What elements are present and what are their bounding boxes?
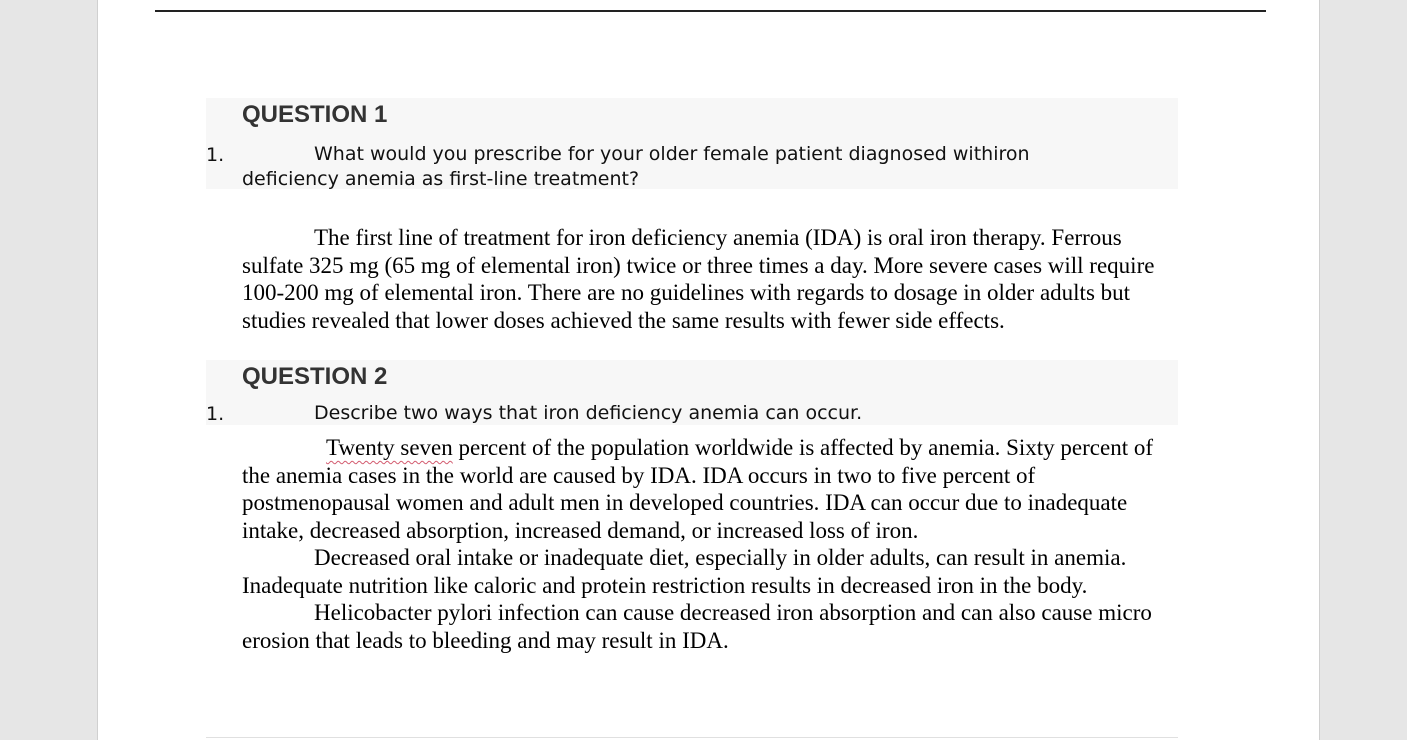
question-1-answer-paragraph: The first line of treatment for iron deficiency anemia (IDA) is oral iron therapy. Ferrous sulfate 325 mg (65 mg of elemental iron) twice or three times a day. More severe cases will require 100-200 mg of elemental iron. There are no guidelines with regards to dosage in older adults but studies revealed that lower doses achieved the same results with fewer side effects. [242, 225, 1155, 333]
question-2-answer-paragraph-1 [242, 434, 1182, 544]
page-bottom-divider [206, 737, 1178, 738]
question-2-answer[interactable] [242, 434, 1182, 654]
header-divider [155, 10, 1266, 12]
question-2-answer-paragraph-3: Helicobacter pylori infection can cause decreased iron absorption and can also cause micro erosion that leads to bleeding and may result in IDA. [242, 600, 1152, 653]
question-2-prompt: Describe two ways that iron deficiency anemia can occur. [314, 402, 863, 424]
question-1-number: 1. [206, 144, 225, 166]
spellcheck-flagged-text[interactable]: Twenty seven [326, 435, 453, 460]
document-page[interactable] [97, 0, 1320, 740]
question-1-answer[interactable] [242, 224, 1182, 334]
question-1-heading: QUESTION 1 [242, 101, 388, 128]
question-1-prompt: What would you prescribe for your older female patient diagnosed withiron deficiency anemia as first-line treatment? [242, 143, 1030, 190]
question-2-answer-paragraph-2: Decreased oral intake or inadequate diet, especially in older adults, can result in anemia. Inadequate nutrition like caloric and protein restriction results in decreased iron in the body. [242, 545, 1127, 598]
question-2-block [206, 360, 1178, 425]
question-2-number: 1. [206, 403, 225, 425]
question-2-answer-paragraph-1-text: percent of the population worldwide is affected by anemia. Sixty percent of the anemia cases in the world are caused by IDA. IDA occurs in two to five percent of postmenopausal women and adult men in developed countries. IDA can occur due to inadequate intake, decreased absorption, increased demand, or increased loss of iron. [242, 435, 1153, 543]
question-2-heading: QUESTION 2 [242, 363, 388, 390]
question-1-block [206, 98, 1178, 189]
